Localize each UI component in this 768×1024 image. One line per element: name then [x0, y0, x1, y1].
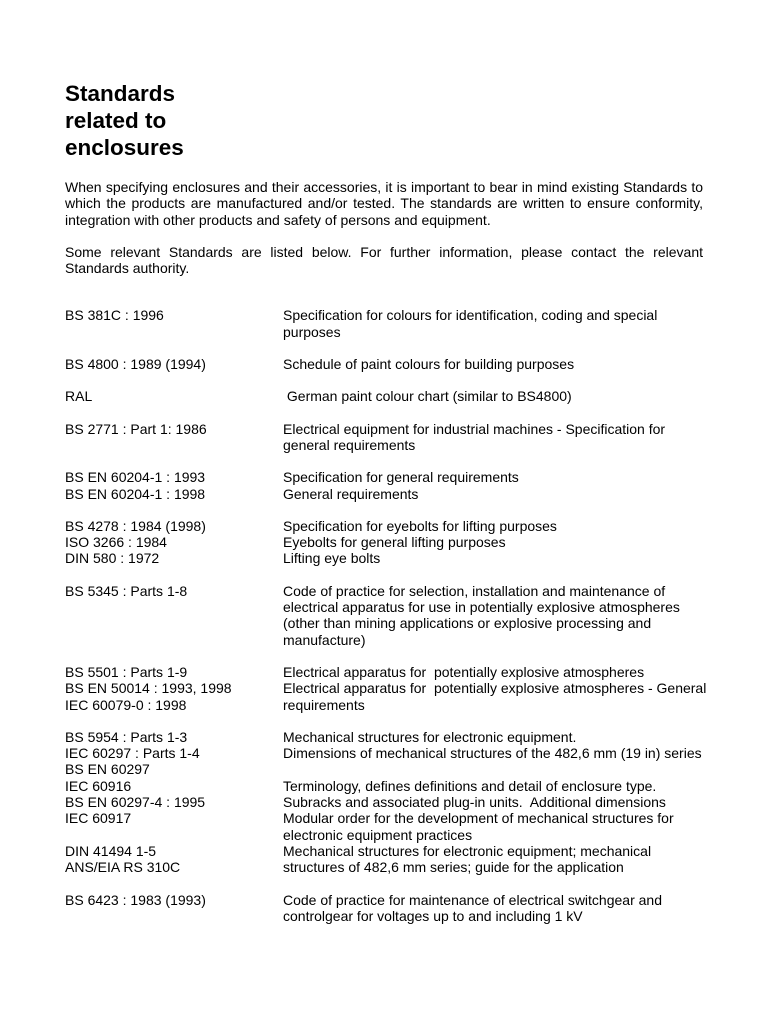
standard-code: RAL [65, 388, 93, 405]
standard-description: Mechanical structures for electronic equipment; mechanical [283, 842, 652, 859]
standard-description: Mechanical structures for electronic equipment. [283, 728, 577, 745]
standard-code: ANS/EIA RS 310C [65, 859, 181, 876]
contact-paragraph: Some relevant Standards are listed below. For further information, please contact the relevant Standards authority. [65, 243, 703, 277]
standard-codes [65, 356, 283, 372]
standard-code: BS 5954 : Parts 1-3 [65, 728, 188, 745]
standard-description: electrical apparatus for use in potentially explosive atmospheres [283, 599, 680, 616]
standard-code: BS 381C : 1996 [65, 307, 164, 324]
standard-code: BS 5501 : Parts 1-9 [65, 663, 188, 680]
standard-description: electronic equipment practices [283, 826, 473, 843]
standard-code: BS 5345 : Parts 1-8 [65, 582, 188, 599]
standard-description: Electrical apparatus for potentially explosive atmospheres - General [283, 680, 707, 697]
standard-description: general requirements [283, 436, 416, 453]
standard-description: General requirements [283, 485, 419, 502]
page-title [65, 80, 703, 161]
standard-description: Electrical apparatus for potentially explosive atmospheres [283, 663, 645, 680]
standard-description: requirements [283, 696, 365, 713]
standard-descriptions [283, 518, 703, 567]
standard-description: Code of practice for selection, installation and maintenance of [283, 582, 666, 599]
standard-entry [65, 388, 703, 404]
standard-code: BS EN 60204-1 : 1998 [65, 485, 206, 502]
standard-code: IEC 60917 [65, 810, 132, 827]
standard-entry [65, 469, 703, 502]
standard-entry [65, 421, 703, 454]
standard-description: (other than mining applications or explosive processing and [283, 615, 652, 632]
standard-description: Modular order for the development of mechanical structures for [283, 810, 674, 827]
standard-entry [65, 583, 703, 648]
standard-description: Specification for eyebolts for lifting purposes [283, 517, 557, 534]
standard-descriptions [283, 356, 703, 372]
standard-codes [65, 421, 283, 454]
standard-descriptions [283, 664, 706, 713]
standard-code [65, 827, 283, 843]
standard-entry [65, 356, 703, 372]
standard-code: DIN 41494 1-5 [65, 842, 157, 859]
standard-entry [65, 892, 703, 925]
standard-description: Lifting eye bolts [283, 550, 381, 567]
standard-code: IEC 60916 [65, 777, 132, 794]
standard-descriptions [283, 421, 703, 454]
title-line: Standards [65, 81, 176, 106]
standard-code: BS EN 60297 [65, 761, 150, 778]
standard-code: BS EN 60204-1 : 1993 [65, 469, 206, 486]
standard-entry [65, 663, 707, 713]
standard-codes [65, 518, 283, 567]
standard-descriptions [283, 307, 703, 340]
standard-codes [65, 729, 283, 876]
standard-description: Schedule of paint colours for building purposes [283, 356, 575, 373]
standard-description: controlgear for voltages up to and including 1 kV [283, 907, 583, 924]
standard-description: manufacture) [283, 631, 366, 648]
standard-description: Electrical equipment for industrial machines - Specification for [283, 420, 666, 437]
standard-entry [65, 729, 703, 876]
standard-descriptions [283, 729, 703, 876]
standards-list [65, 307, 707, 924]
standard-description: German paint colour chart (similar to BS4800) [283, 388, 572, 405]
standard-descriptions [283, 892, 703, 925]
standard-description: structures of 482,6 mm series; guide for the application [283, 859, 624, 876]
standard-description: Terminology, defines definitions and detail of enclosure type. [283, 777, 657, 794]
standard-description: Dimensions of mechanical structures of the 482,6 mm (19 in) series [283, 745, 702, 762]
standard-codes [65, 583, 283, 648]
standard-codes [65, 388, 283, 404]
standard-code: BS 6423 : 1983 (1993) [65, 891, 206, 908]
standard-description: Specification for general requirements [283, 469, 519, 486]
intro-paragraph: When specifying enclosures and their accessories, it is important to bear in mind existing Standards to which the products are manufactured and/or tested. The standards are written to ensure conformity, integration with other products and safety of persons and equipment. [65, 179, 703, 228]
standard-entry [65, 518, 703, 567]
standard-code: BS 2771 : Part 1: 1986 [65, 420, 207, 437]
standard-code: BS EN 60297-4 : 1995 [65, 794, 206, 811]
standard-codes [65, 664, 283, 713]
title-line: related to [65, 108, 167, 133]
standard-code: BS 4278 : 1984 (1998) [65, 517, 206, 534]
standard-codes [65, 307, 283, 340]
standard-descriptions [283, 388, 703, 404]
standard-code: ISO 3266 : 1984 [65, 534, 167, 551]
document-page [65, 80, 707, 940]
standard-code: DIN 580 : 1972 [65, 550, 160, 567]
standard-codes [65, 469, 283, 502]
standard-descriptions [283, 583, 703, 648]
standard-code: IEC 60297 : Parts 1-4 [65, 745, 200, 762]
title-line: enclosures [65, 135, 184, 160]
standard-description [283, 761, 703, 777]
standard-descriptions [283, 469, 703, 502]
standard-description: Specification for colours for identification, coding and special [283, 307, 658, 324]
standard-code: BS 4800 : 1989 (1994) [65, 356, 206, 373]
standard-codes [65, 892, 283, 925]
standard-entry [65, 307, 703, 340]
standard-code: BS EN 50014 : 1993, 1998 [65, 680, 232, 697]
standard-description: Subracks and associated plug-in units. Additional dimensions [283, 794, 666, 811]
standard-description: Code of practice for maintenance of electrical switchgear and [283, 891, 662, 908]
standard-description: purposes [283, 323, 341, 340]
standard-description: Eyebolts for general lifting purposes [283, 534, 506, 551]
standard-code: IEC 60079-0 : 1998 [65, 696, 187, 713]
